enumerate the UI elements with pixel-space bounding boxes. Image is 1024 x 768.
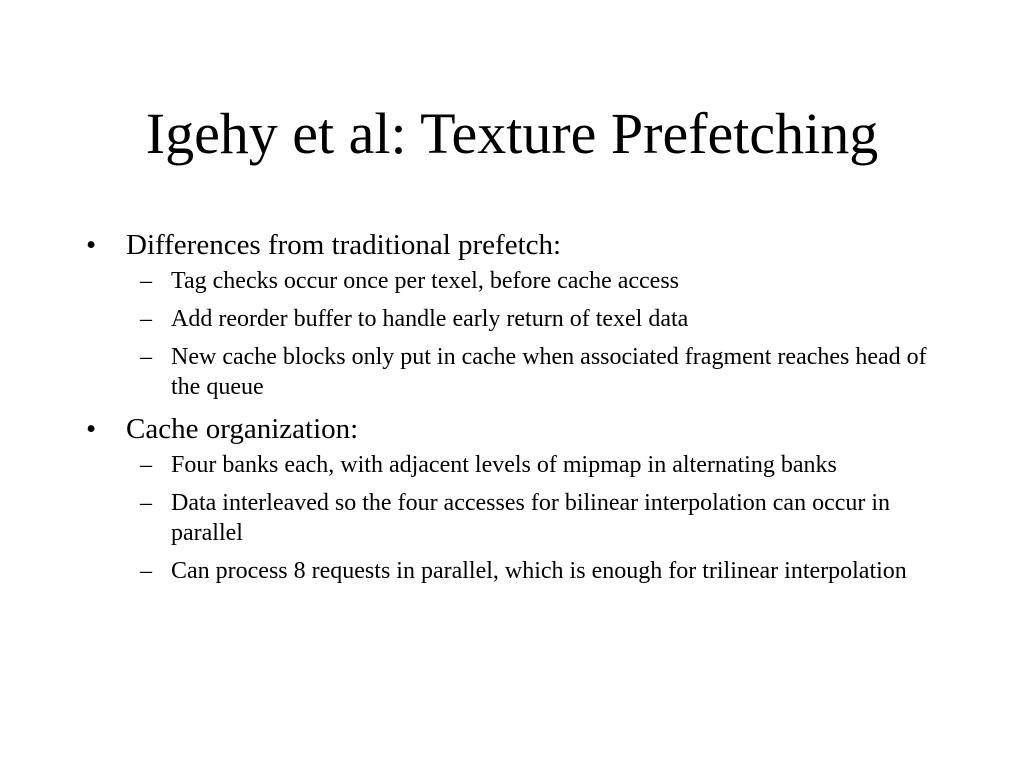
sub-item bbox=[84, 304, 944, 334]
bullet-marker: • bbox=[86, 229, 97, 261]
sub-marker: – bbox=[140, 344, 152, 370]
sub-text: Four banks each, with adjacent levels of mipmap in alternating banks bbox=[171, 452, 837, 478]
slide-title: Igehy et al: Texture Prefetching bbox=[145, 101, 879, 166]
sub-list bbox=[84, 450, 944, 586]
sub-text: New cache blocks only put in cache when associated fragment reaches head of the queue bbox=[171, 344, 927, 400]
sub-marker: – bbox=[140, 452, 152, 478]
sub-text: Add reorder buffer to handle early return of texel data bbox=[171, 306, 689, 332]
bullet-text: Differences from traditional prefetch: bbox=[126, 229, 562, 261]
sub-text: Can process 8 requests in parallel, which is enough for trilinear interpolation bbox=[171, 558, 907, 584]
sub-marker: – bbox=[140, 558, 152, 584]
bullet-marker: • bbox=[86, 413, 97, 445]
sub-marker: – bbox=[140, 306, 152, 332]
sub-item bbox=[84, 450, 944, 480]
sub-text: Tag checks occur once per texel, before cache access bbox=[171, 268, 680, 294]
sub-marker: – bbox=[140, 268, 152, 294]
sub-item bbox=[84, 488, 944, 548]
sub-marker: – bbox=[140, 490, 152, 516]
sub-item bbox=[84, 266, 944, 296]
bullet-item bbox=[84, 410, 944, 448]
sub-text: Data interleaved so the four accesses for bilinear interpolation can occur in parallel bbox=[171, 490, 891, 546]
sub-item bbox=[84, 342, 944, 402]
slide-content bbox=[84, 226, 944, 594]
bullet-text: Cache organization: bbox=[126, 413, 359, 445]
sub-item bbox=[84, 556, 944, 586]
bullet-item bbox=[84, 226, 944, 264]
sub-list bbox=[84, 266, 944, 402]
